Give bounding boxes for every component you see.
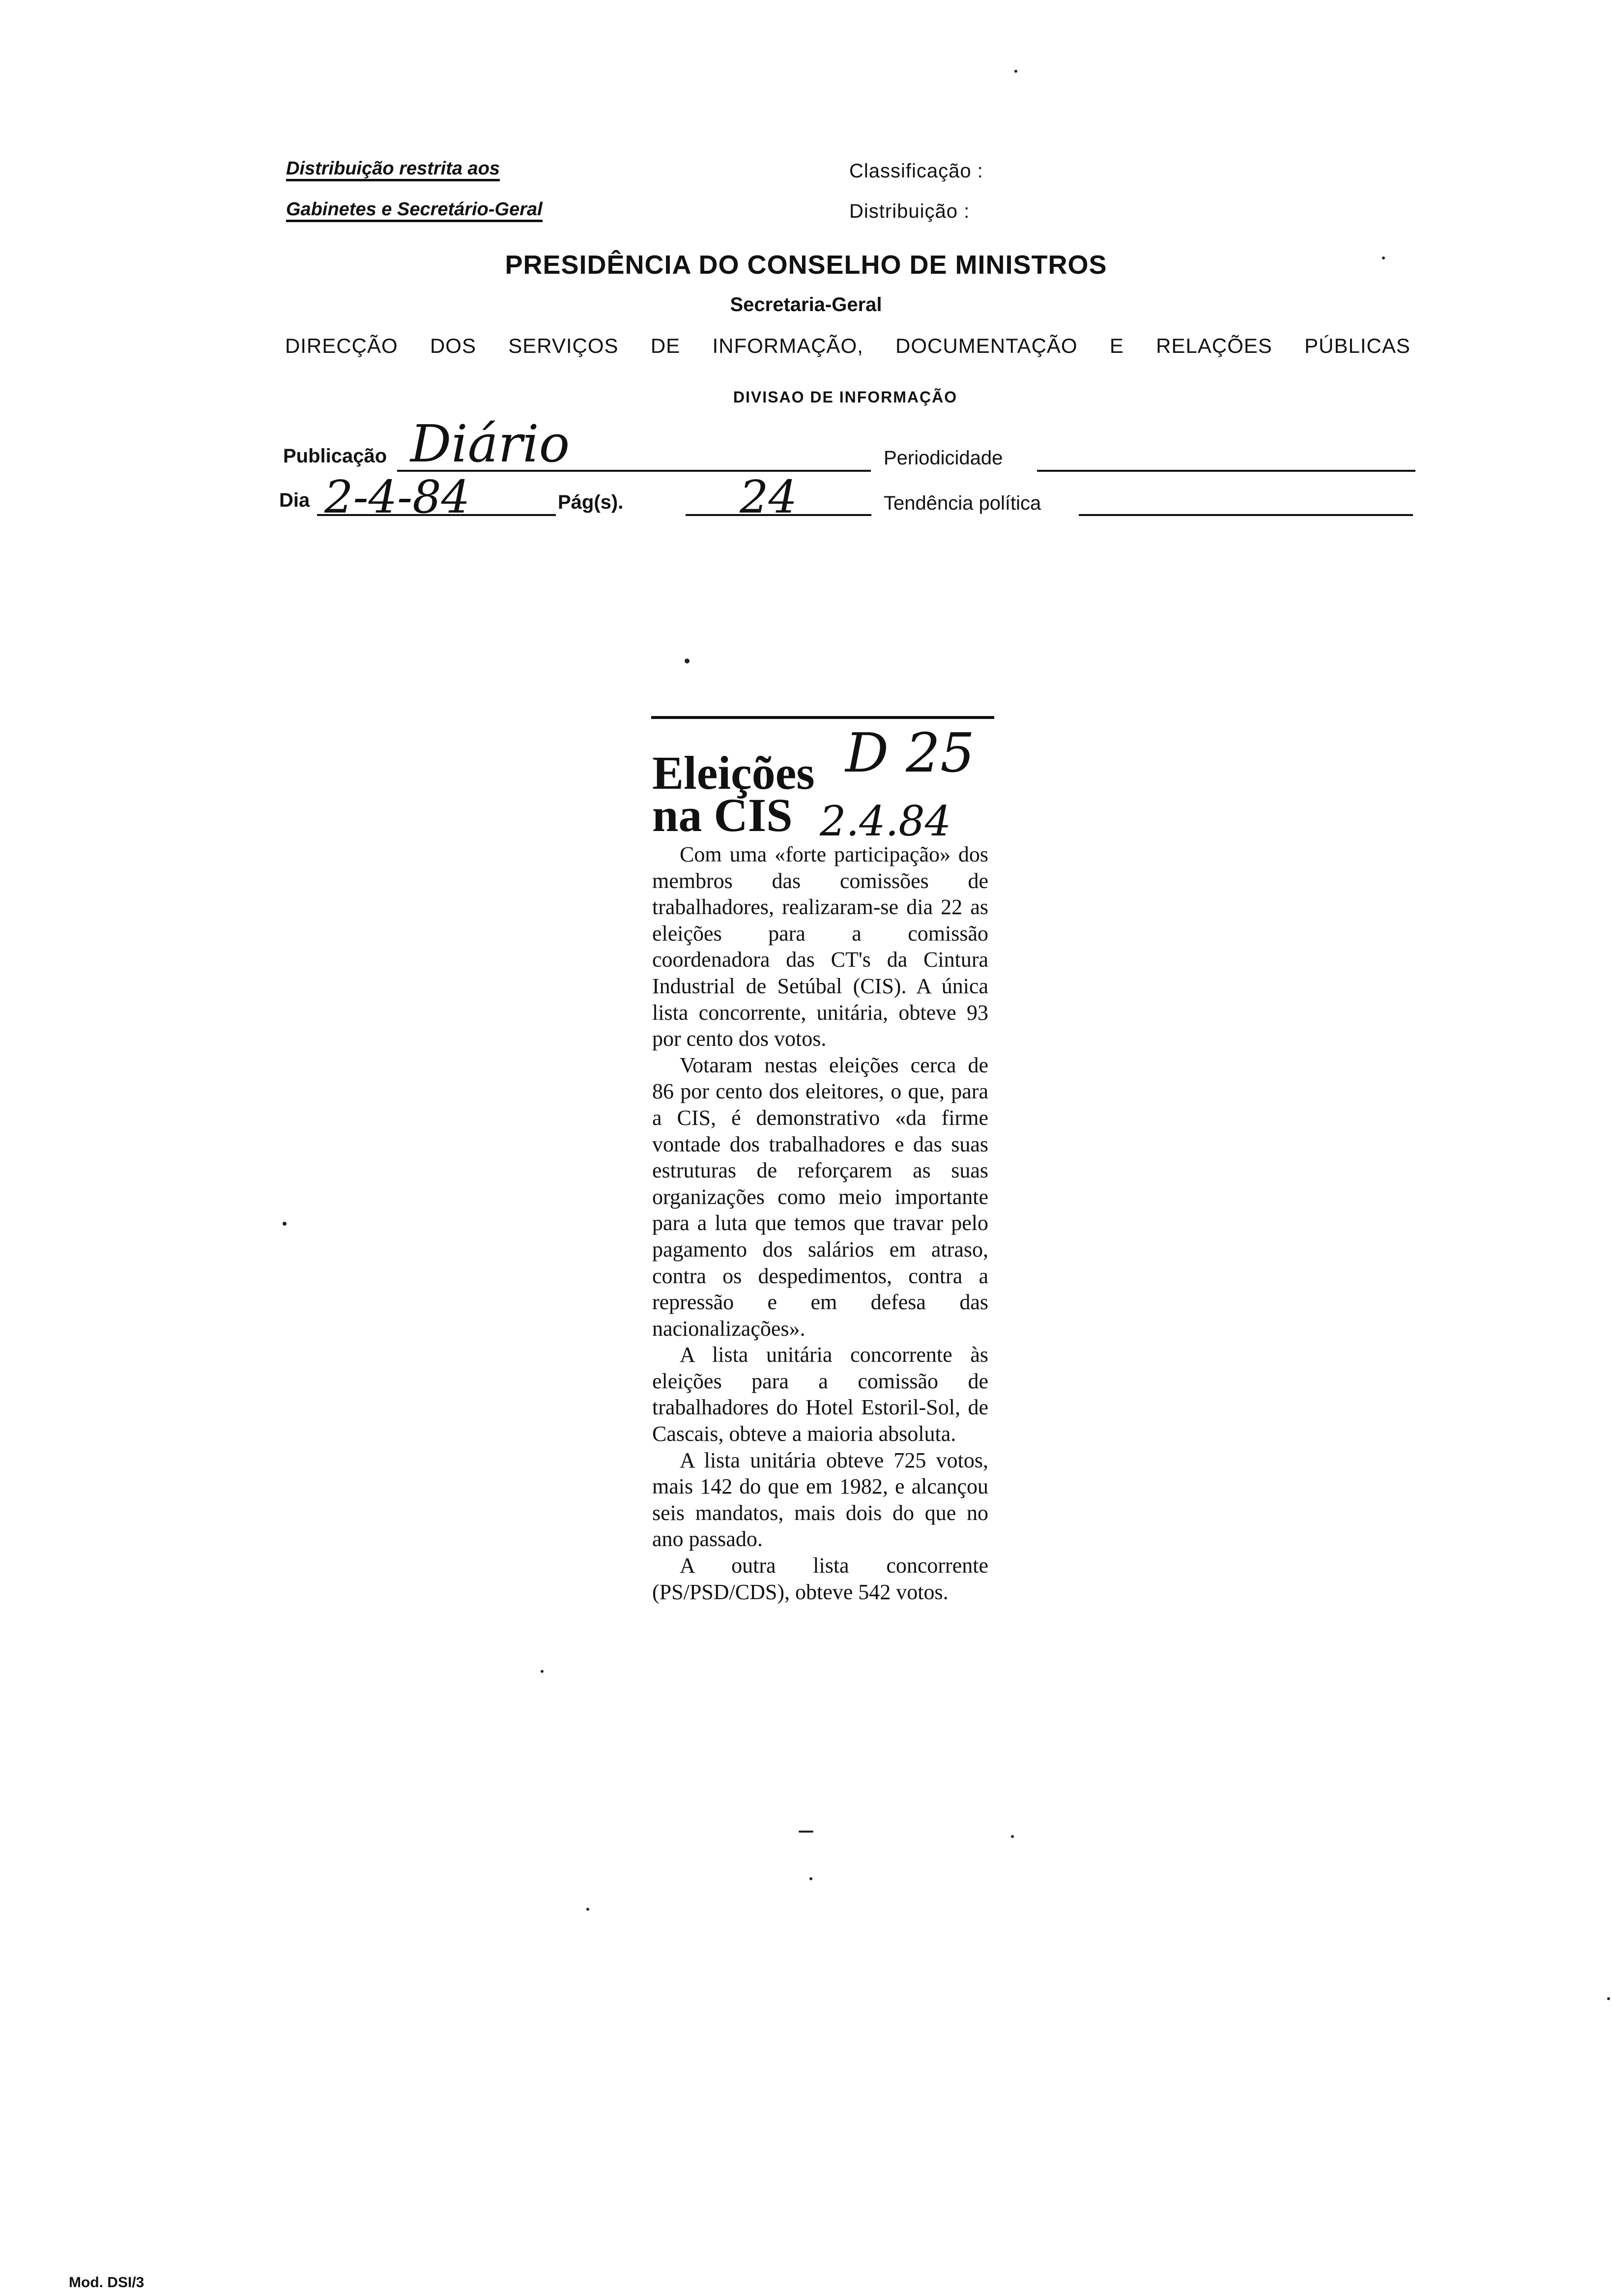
scan-speck	[1014, 70, 1017, 73]
scan-speck	[799, 1831, 813, 1833]
scan-speck	[685, 659, 690, 663]
distribuicao-label: Distribuição :	[849, 201, 970, 222]
article-paragraph: Com uma «forte participação» dos membros das comissões de trabalhadores, realizaram-se dia 22 as eleições para a comissão coordenadora das CT's da Cintura Industrial de Setúbal (CIS). A única lista concorrente, unitária, obteve 93 por cento dos votos.	[652, 842, 988, 1051]
directorate-word: DE	[650, 334, 681, 357]
pags-line	[686, 514, 871, 516]
classificacao-label: Classificação :	[849, 160, 983, 182]
dia-line	[317, 514, 556, 516]
scan-speck	[283, 1222, 287, 1226]
handwritten-mark-2: 2.4.84	[820, 797, 951, 845]
pags-value: 24	[740, 471, 798, 523]
article-top-rule	[651, 716, 994, 719]
division-title: DIVISAO DE INFORMAÇÃO	[733, 388, 958, 406]
restricted-distribution-line2: Gabinetes e Secretário-Geral	[286, 199, 543, 220]
dia-label: Dia	[279, 489, 310, 511]
dia-value: 2-4-84	[324, 471, 470, 523]
pags-label: Pág(s).	[558, 491, 624, 513]
directorate-line	[285, 334, 1410, 358]
periodicidade-line	[1037, 470, 1415, 472]
article-paragraph: Votaram nestas eleições cerca de 86 por cento dos eleitores, o que, para a CIS, é demonstrativo «da firme vontade dos trabalhadores e das suas estruturas de reforçarem as suas organizações como meio importante para a luta que temos que travar pelo pagamento dos salários em atraso, contra os despedimentos, contra a repressão e em defesa das nacionalizações».	[652, 1053, 988, 1341]
article-body	[652, 841, 988, 1605]
directorate-word: SERVIÇOS	[508, 334, 619, 357]
tendencia-label: Tendência política	[884, 492, 1041, 514]
article-paragraph: A outra lista concorrente (PS/PSD/CDS), obteve 542 votos.	[652, 1553, 988, 1604]
directorate-word: DOS	[430, 334, 476, 357]
directorate-word: RELAÇÕES	[1156, 334, 1272, 357]
handwritten-mark-1: D 25	[845, 721, 975, 784]
scan-speck	[809, 1877, 812, 1880]
form-code: Mod. DSI/3	[69, 2274, 144, 2291]
scan-speck	[586, 1908, 589, 1911]
article-paragraph: A lista unitária obteve 725 votos, mais 142 do que em 1982, e alcançou seis mandatos, mais dois do que no ano passado.	[652, 1448, 988, 1551]
directorate-word: E	[1109, 334, 1124, 357]
scan-speck	[1011, 1835, 1014, 1838]
tendencia-line	[1079, 514, 1413, 516]
article-paragraph: A lista unitária concorrente às eleições para a comissão de trabalhadores do Hotel Estoril-Sol, de Cascais, obteve a maioria absoluta.	[652, 1343, 988, 1446]
headline-line2: na CIS	[652, 789, 793, 841]
directorate-word: INFORMAÇÃO,	[712, 334, 864, 357]
scan-speck	[1382, 257, 1385, 259]
publicacao-value: Diário	[410, 414, 570, 474]
directorate-word: DIRECÇÃO	[285, 334, 398, 357]
restricted-distribution-line1: Distribuição restrita aos	[286, 158, 500, 179]
office-title: PRESIDÊNCIA DO CONSELHO DE MINISTROS	[505, 250, 1107, 280]
directorate-word: DOCUMENTAÇÃO	[895, 334, 1078, 357]
directorate-word: PÚBLICAS	[1304, 334, 1410, 357]
scan-speck	[541, 1670, 544, 1673]
publicacao-label: Publicação	[283, 445, 387, 467]
scan-speck	[1607, 1997, 1610, 2000]
article-headline	[652, 746, 815, 841]
periodicidade-label: Periodicidade	[884, 447, 1003, 469]
office-subtitle: Secretaria-Geral	[730, 294, 882, 316]
headline-line1: Eleições	[652, 746, 815, 799]
